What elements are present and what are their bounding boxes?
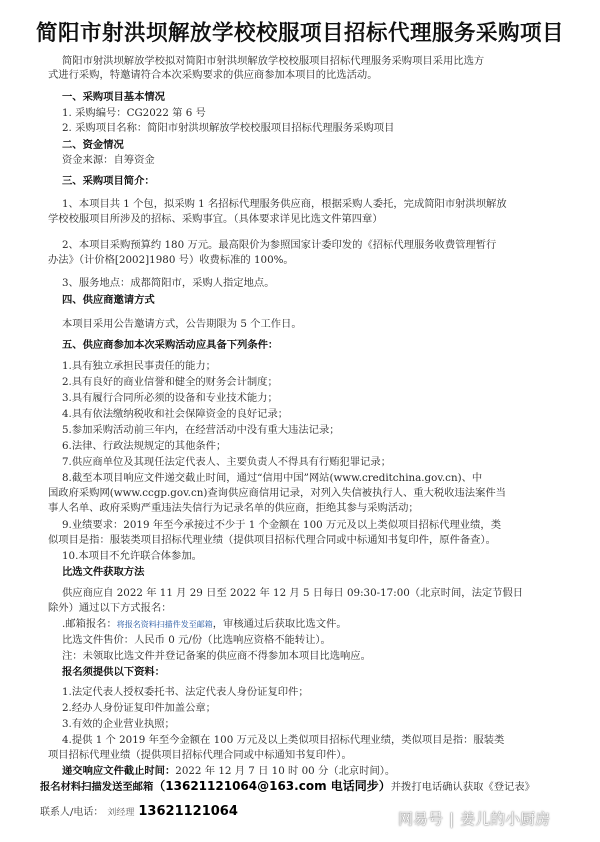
condition-3: 3.具有履行合同所必须的设备和专业技术能力； [62, 392, 278, 404]
contact-person-name: 刘经理 [107, 808, 135, 818]
section-heading-conditions: 五、供应商参加本次采购活动应具备下列条件： [62, 339, 279, 351]
condition-8-line-3: 事人名单、政府采购严重违法失信行为记录名单的供应商，拒绝其参与采购活动； [48, 502, 419, 514]
condition-4: 4.具有依法缴纳税收和社会保障资金的良好记录； [62, 408, 289, 420]
submission-deadline [62, 765, 395, 778]
contact-email-value: （13621121064@163.com 电话同步） [153, 779, 391, 793]
overview-p1-line-2: 学校校服项目所涉及的招标、采购事宜。（具体要求详见比选文件第四章） [48, 213, 383, 225]
watermark-brand: 网易号 [398, 810, 444, 828]
section-heading-invitation: 四、供应商邀请方式 [62, 294, 155, 306]
page-title: 简阳市射洪坝解放学校校服项目招标代理服务采购项目 [35, 21, 564, 46]
deadline-value: 2022 年 12 月 7 日 10 时 00 分（北京时间）。 [175, 765, 396, 777]
invitation-method: 本项目采用公告邀请方式，公告期限为 5 个工作日。 [62, 318, 302, 330]
project-name: 2. 采购项目名称：简阳市射洪坝解放学校校服项目招标代理服务采购项目 [62, 122, 395, 134]
condition-9-line-2: 似项目是指：服装类项目招标代理业绩（提供项目招标代理合同或中标通知书复印件，原件备查）。 [48, 534, 496, 546]
funding-source: 资金来源：自筹资金 [62, 154, 155, 166]
section-heading-funding: 二、资金情况 [62, 139, 124, 151]
condition-1: 1.具有独立承担民事责任的能力； [62, 360, 216, 372]
procurement-number: 1. 采购编号：CG2022 第 6 号 [62, 107, 206, 119]
contact-person-label: 联系人/电话： [40, 807, 104, 818]
contact-person-line [40, 803, 238, 819]
document-price: 比选文件售价：人民币 0 元/份（比选响应资格不能转让）。 [62, 634, 331, 646]
material-4-line-2: 项目招标代理业绩（提供项目招标代理合同或中标通知书复印件）。 [48, 749, 352, 761]
material-3: 3.有效的企业营业执照； [62, 718, 175, 730]
overview-p2-line-1: 2、本项目采购预算约 180 万元。最高限价为参照国家计委印发的《招标代理服务收费管理暂行 [62, 239, 497, 251]
service-location: 3、服务地点：成都简阳市，采购人指定地点。 [62, 277, 275, 289]
email-signup-after: ，审核通过后获取比选文件。 [212, 618, 347, 630]
material-1: 1.法定代表人授权委托书、法定代表人身份证复印件； [62, 686, 309, 698]
registration-note: 注：未领取比选文件并登记备案的供应商不得参加本项目比选响应。 [62, 650, 371, 662]
source-watermark [398, 808, 550, 829]
acquisition-line-2: 除外）通过以下方式报名： [48, 602, 172, 614]
watermark-author: 姜儿的小厨房 [460, 810, 551, 828]
contact-email-line [40, 780, 535, 794]
overview-p2-line-2: 办法》（计价格[2002]1980 号）收费标准的 100%。 [48, 254, 294, 266]
section-heading-document-acquisition: 比选文件获取方法 [62, 566, 145, 578]
deadline-label: 递交响应文件截止时间： [62, 765, 176, 777]
overview-p1-line-1: 1、本项目共 1 个包，拟采购 1 名招标代理服务供应商，根据采购人委托，完成简阳市射洪坝解放 [62, 198, 507, 210]
email-signup-small-note: 将报名资料扫描件发至邮箱 [116, 620, 213, 629]
intro-line-2: 式进行采购，特邀请符合本次采购要求的供应商参加本项目的比选活动。 [48, 69, 378, 81]
section-heading-basic-info: 一、采购项目基本情况 [62, 91, 165, 103]
contact-email-label: 报名材料扫描发送至邮箱 [40, 781, 154, 793]
condition-7: 7.供应商单位及其现任法定代表人、主要负责人不得具有行贿犯罪记录； [62, 456, 392, 468]
acquisition-line-1: 供应商应自 2022 年 11 月 29 日至 2022 年 12 月 5 日每日 09:30-17:00（北京时间，法定节假日 [62, 587, 524, 599]
condition-10: 10.本项目不允许联合体参加。 [62, 550, 202, 562]
condition-8-line-1: 8.截至本项目响应文件递交截止时间，通过“信用中国”网站(www.creditchina.gov.cn)、中 [62, 472, 483, 484]
condition-2: 2.具有良好的商业信誉和健全的财务会计制度； [62, 376, 278, 388]
contact-phone: 13621121064 [138, 804, 238, 819]
contact-email-after: 并拨打电话确认获取《登记表》 [390, 781, 535, 793]
section-heading-required-materials: 报名须提供以下资料： [62, 666, 165, 678]
section-heading-overview: 三、采购项目简介： [62, 175, 155, 187]
condition-8-line-2: 国政府采购网(www.ccgp.gov.cn)查询供应商信用记录，对列入失信被执行人、重大税收违法案件当 [48, 487, 506, 499]
email-signup-label: .邮箱报名： [62, 618, 117, 630]
material-2: 2.经办人身份证复印件加盖公章； [62, 702, 216, 714]
watermark-separator: | [449, 810, 455, 828]
intro-line-1: 简阳市射洪坝解放学校拟对简阳市射洪坝解放学校校服项目招标代理服务采购项目采用比选方 [62, 55, 485, 67]
condition-9-line-1: 9.业绩要求：2019 年至今承接过不少于 1 个金额在 100 万元及以上类似项目招标代理业绩，类 [62, 519, 501, 531]
email-signup-line [62, 618, 347, 631]
condition-6: 6.法律、行政法规规定的其他条件； [62, 440, 227, 452]
material-4-line-1: 4.提供 1 个 2019 年至今金额在 100 万元及以上类似项目招标代理业绩，类似项目是指：服装类 [62, 734, 505, 746]
condition-5: 5.参加采购活动前三年内，在经营活动中没有重大违法记录； [62, 424, 340, 436]
